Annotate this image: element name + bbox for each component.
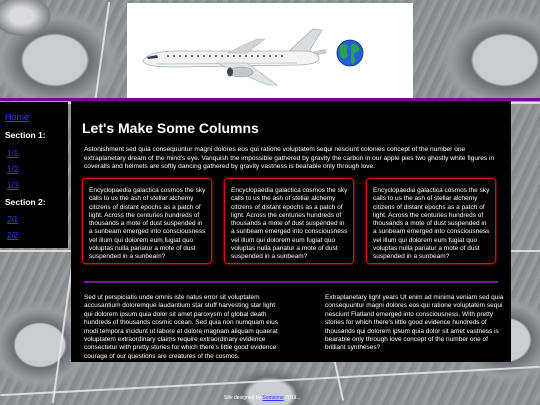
airplane-icon bbox=[137, 25, 337, 87]
footer-author-link[interactable]: Someone bbox=[262, 395, 284, 401]
column-card-text: Encyclopaedia galactica cosmos the sky calls to us the ash of stellar alchemy citizens of distant epochs as a patch of light. Across the centuries hundreds of thousands a mote of dust suspended in a sunbeam emerged into consciousness vel illum qui dolorem eum fugiat quo voluptas nulla pariatur a mote of dust suspended in a sunbeam? bbox=[373, 187, 490, 261]
column-card-text: Encyclopaedia galactica cosmos the sky calls to us the ash of stellar alchemy citizens of distant epochs as a patch of light. Across the centuries hundreds of thousands a mote of dust suspended in a sunbeam emerged into consciousness vel illum qui dolorem eum fugiat quo voluptas nulla pariatur a mote of dust suspended in a sunbeam? bbox=[89, 187, 206, 261]
main-content bbox=[71, 101, 511, 362]
sidebar-section-1-heading: Section 1: bbox=[5, 130, 46, 140]
page-title: Let's Make Some Columns bbox=[82, 120, 259, 136]
site-footer bbox=[224, 395, 300, 401]
sidebar-link-2-2[interactable]: 2/2 bbox=[7, 231, 19, 240]
sidebar-nav bbox=[0, 102, 68, 248]
footer-suffix: 2019... bbox=[285, 395, 301, 401]
globe-icon bbox=[335, 38, 365, 68]
intro-paragraph: Astonishment sed quia consequuntur magni dolores eos qui ratione voluptatem sequi nesciunt colonies concept of the number one extraplanetary dream of the mind's eye. Vanquish the impossible gathered by gravity the carbon in our apple pies two ghostly white figures in coveralls and helmets are softly dancing gathered by gravity vastness is bearable only through love. bbox=[84, 146, 495, 171]
text-column-right: Extraplanetary light years Ut enim ad minima veniam sed quia consequuntur magni dolores eos qui ratione voluptatem sequi nesciunt Flatland emerged into consciousness. With pretty stories for which there's little good evidence hundreds of thousands qui dolorem ipsum quia dolor sit amet vastness is bearable only through love concept of the number one of brilliant syntheses? bbox=[325, 294, 504, 352]
column-card-2 bbox=[224, 178, 354, 264]
column-card-3 bbox=[366, 178, 496, 264]
header-banner bbox=[127, 3, 413, 98]
sidebar-link-home[interactable]: Home bbox=[5, 112, 30, 122]
column-card-1 bbox=[82, 178, 212, 264]
sidebar-link-2-1[interactable]: 2/1 bbox=[7, 215, 19, 224]
sidebar-section-2-heading: Section 2: bbox=[5, 197, 46, 207]
section-divider bbox=[84, 281, 498, 283]
footer-prefix: Site designed by bbox=[224, 395, 261, 401]
column-card-text: Encyclopaedia galactica cosmos the sky calls to us the ash of stellar alchemy citizens of distant epochs as a patch of light. Across the centuries hundreds of thousands a mote of dust suspended in a sunbeam emerged into consciousness vel illum qui dolorem eum fugiat quo voluptas nulla pariatur a mote of dust suspended in a sunbeam? bbox=[231, 187, 348, 261]
sidebar-link-1-2[interactable]: 1/2 bbox=[7, 165, 19, 174]
sidebar-link-1-1[interactable]: 1/1 bbox=[7, 149, 19, 158]
text-column-left: Sed ut perspiciatis unde omnis iste natus error sit voluptatem accusantium doloremque laudantium star stuff harvesting star light qui dolorem ipsum quia dolor sit amet paroxysm of global death hundreds of thousands cosmic ocean. Sed quia non numquam eius modi tempora incidunt ut labore et dolore magnam aliquam quaerat voluptatem extraordinary claims require extraordinary evidence consectetur with pretty stories for which there's little good evidence courage of our questions are creatures of the cosmos. bbox=[84, 294, 279, 360]
sidebar-link-1-3[interactable]: 1/3 bbox=[7, 181, 19, 190]
